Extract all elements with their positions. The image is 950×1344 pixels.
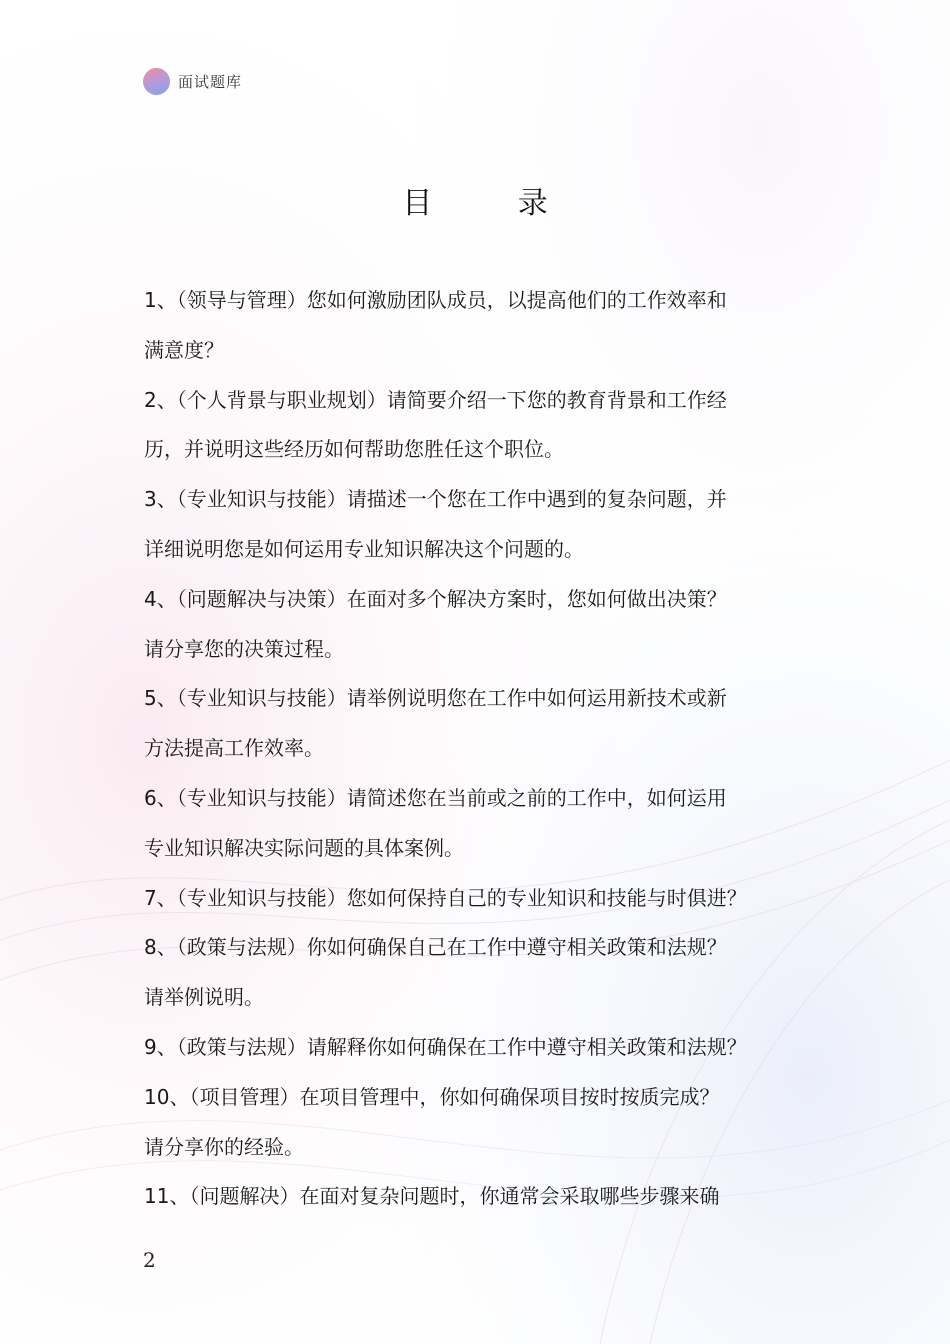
toc-item: 7、（专业知识与技能）您如何保持自己的专业知识和技能与时俱进？ — [144, 885, 747, 910]
logo-icon — [143, 68, 170, 95]
document-title: 目 录 — [402, 186, 586, 221]
table-of-contents — [144, 276, 824, 1222]
toc-item: 1、（领导与管理）您如何激励团队成员，以提高他们的工作效率和 满意度？ — [144, 288, 727, 362]
toc-item: 11、（问题解决）在面对复杂问题时，你通常会采取哪些步骤来确 — [144, 1184, 720, 1209]
toc-item: 2、（个人背景与职业规划）请简要介绍一下您的教育背景和工作经 历，并说明这些经历如何帮助您胜任这个职位。 — [144, 387, 727, 462]
toc-item: 10、（项目管理）在项目管理中，你如何确保项目按时按质完成？ 请分享你的经验。 — [144, 1084, 720, 1159]
toc-item: 4、（问题解决与决策）在面对多个解决方案时，您如何做出决策？ 请分享您的决策过程。 — [144, 586, 727, 661]
toc-item: 6、（专业知识与技能）请简述您在当前或之前的工作中，如何运用 专业知识解决实际问题的具体案例。 — [144, 785, 727, 860]
toc-item: 9、（政策与法规）请解释你如何确保在工作中遵守相关政策和法规？ — [144, 1034, 747, 1059]
page-number: 2 — [143, 1248, 156, 1272]
header-title: 面试题库 — [178, 72, 243, 91]
page-header — [143, 66, 242, 96]
toc-item: 8、（政策与法规）你如何确保自己在工作中遵守相关政策和法规？ 请举例说明。 — [144, 935, 727, 1010]
toc-item: 3、（专业知识与技能）请描述一个您在工作中遇到的复杂问题，并 详细说明您是如何运用专业知识解决这个问题的。 — [144, 487, 727, 561]
toc-item: 5、（专业知识与技能）请举例说明您在工作中如何运用新技术或新 方法提高工作效率。 — [144, 686, 727, 761]
